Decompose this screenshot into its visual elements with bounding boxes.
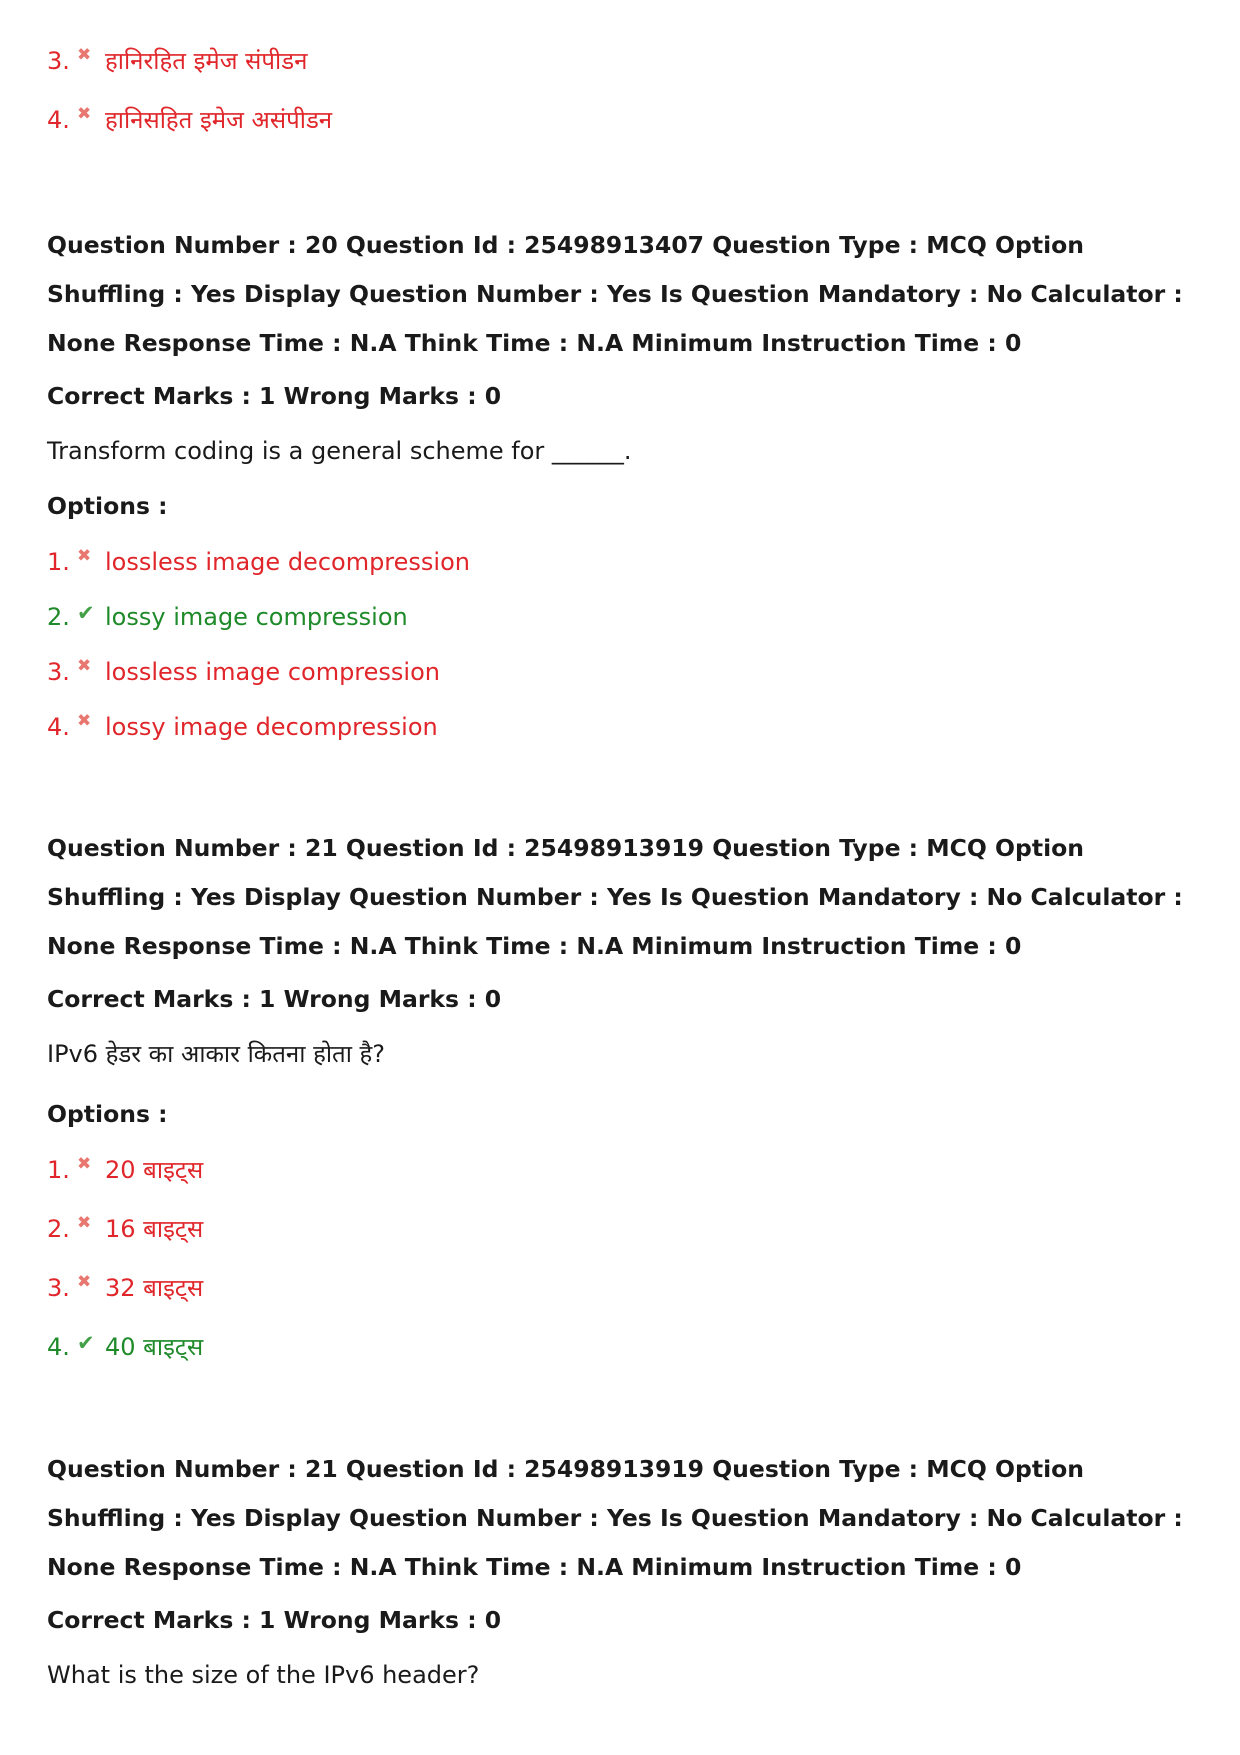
option-number: 3. <box>47 658 70 686</box>
options-label: Options : <box>47 1100 168 1128</box>
option-text: 16 बाइट्स <box>105 1215 204 1243</box>
option-row <box>47 46 307 76</box>
cross-icon: ✖ <box>77 104 92 124</box>
option-row <box>47 1332 203 1362</box>
option-row <box>47 602 408 632</box>
options-label: Options : <box>47 492 168 520</box>
option-row <box>47 105 332 135</box>
check-icon: ✔ <box>77 601 95 625</box>
option-text: 40 बाइट्स <box>105 1333 204 1361</box>
question-text: Transform coding is a general scheme for ______. <box>47 437 632 465</box>
option-text: हानिरहित इमेज संपीडन <box>105 47 308 75</box>
option-text: 32 बाइट्स <box>105 1274 204 1302</box>
option-number: 4. <box>47 713 70 741</box>
option-row <box>47 1214 203 1244</box>
cross-icon: ✖ <box>77 1154 92 1174</box>
option-number: 4. <box>47 106 70 134</box>
option-row <box>47 1273 203 1303</box>
option-number: 1. <box>47 548 70 576</box>
option-text: lossless image decompression <box>105 548 470 576</box>
question-marks: Correct Marks : 1 Wrong Marks : 0 <box>47 382 502 410</box>
cross-icon: ✖ <box>77 546 92 566</box>
question-text: What is the size of the IPv6 header? <box>47 1661 480 1689</box>
question-meta: Question Number : 20 Question Id : 25498913407 Question Type : MCQ Option Shuffling : Yes Display Question Number : Yes Is Question Mandatory : No Calculator : None Response Time : N.A Think Time : N.A Minimum Instruction Time : 0 <box>47 231 1183 357</box>
question-meta: Question Number : 21 Question Id : 25498913919 Question Type : MCQ Option Shuffling : Yes Display Question Number : Yes Is Question Mandatory : No Calculator : None Response Time : N.A Think Time : N.A Minimum Instruction Time : 0 <box>47 1455 1183 1581</box>
option-number: 3. <box>47 47 70 75</box>
cross-icon: ✖ <box>77 656 92 676</box>
option-text: हानिसहित इमेज असंपीडन <box>105 106 333 134</box>
option-number: 2. <box>47 603 70 631</box>
question-marks: Correct Marks : 1 Wrong Marks : 0 <box>47 985 502 1013</box>
option-text: lossy image decompression <box>105 713 438 741</box>
option-row <box>47 712 438 742</box>
question-text: IPv6 हेडर का आकार कितना होता है? <box>47 1040 386 1068</box>
option-row <box>47 547 470 577</box>
option-row <box>47 1155 203 1185</box>
option-text: 20 बाइट्स <box>105 1156 204 1184</box>
question-meta: Question Number : 21 Question Id : 25498913919 Question Type : MCQ Option Shuffling : Yes Display Question Number : Yes Is Question Mandatory : No Calculator : None Response Time : N.A Think Time : N.A Minimum Instruction Time : 0 <box>47 834 1183 960</box>
option-number: 2. <box>47 1215 70 1243</box>
option-row <box>47 657 440 687</box>
option-number: 3. <box>47 1274 70 1302</box>
cross-icon: ✖ <box>77 1213 92 1233</box>
option-text: lossless image compression <box>105 658 440 686</box>
check-icon: ✔ <box>77 1331 95 1355</box>
option-number: 1. <box>47 1156 70 1184</box>
cross-icon: ✖ <box>77 1272 92 1292</box>
cross-icon: ✖ <box>77 45 92 65</box>
cross-icon: ✖ <box>77 711 92 731</box>
option-text: lossy image compression <box>105 603 408 631</box>
option-number: 4. <box>47 1333 70 1361</box>
question-marks: Correct Marks : 1 Wrong Marks : 0 <box>47 1606 502 1634</box>
